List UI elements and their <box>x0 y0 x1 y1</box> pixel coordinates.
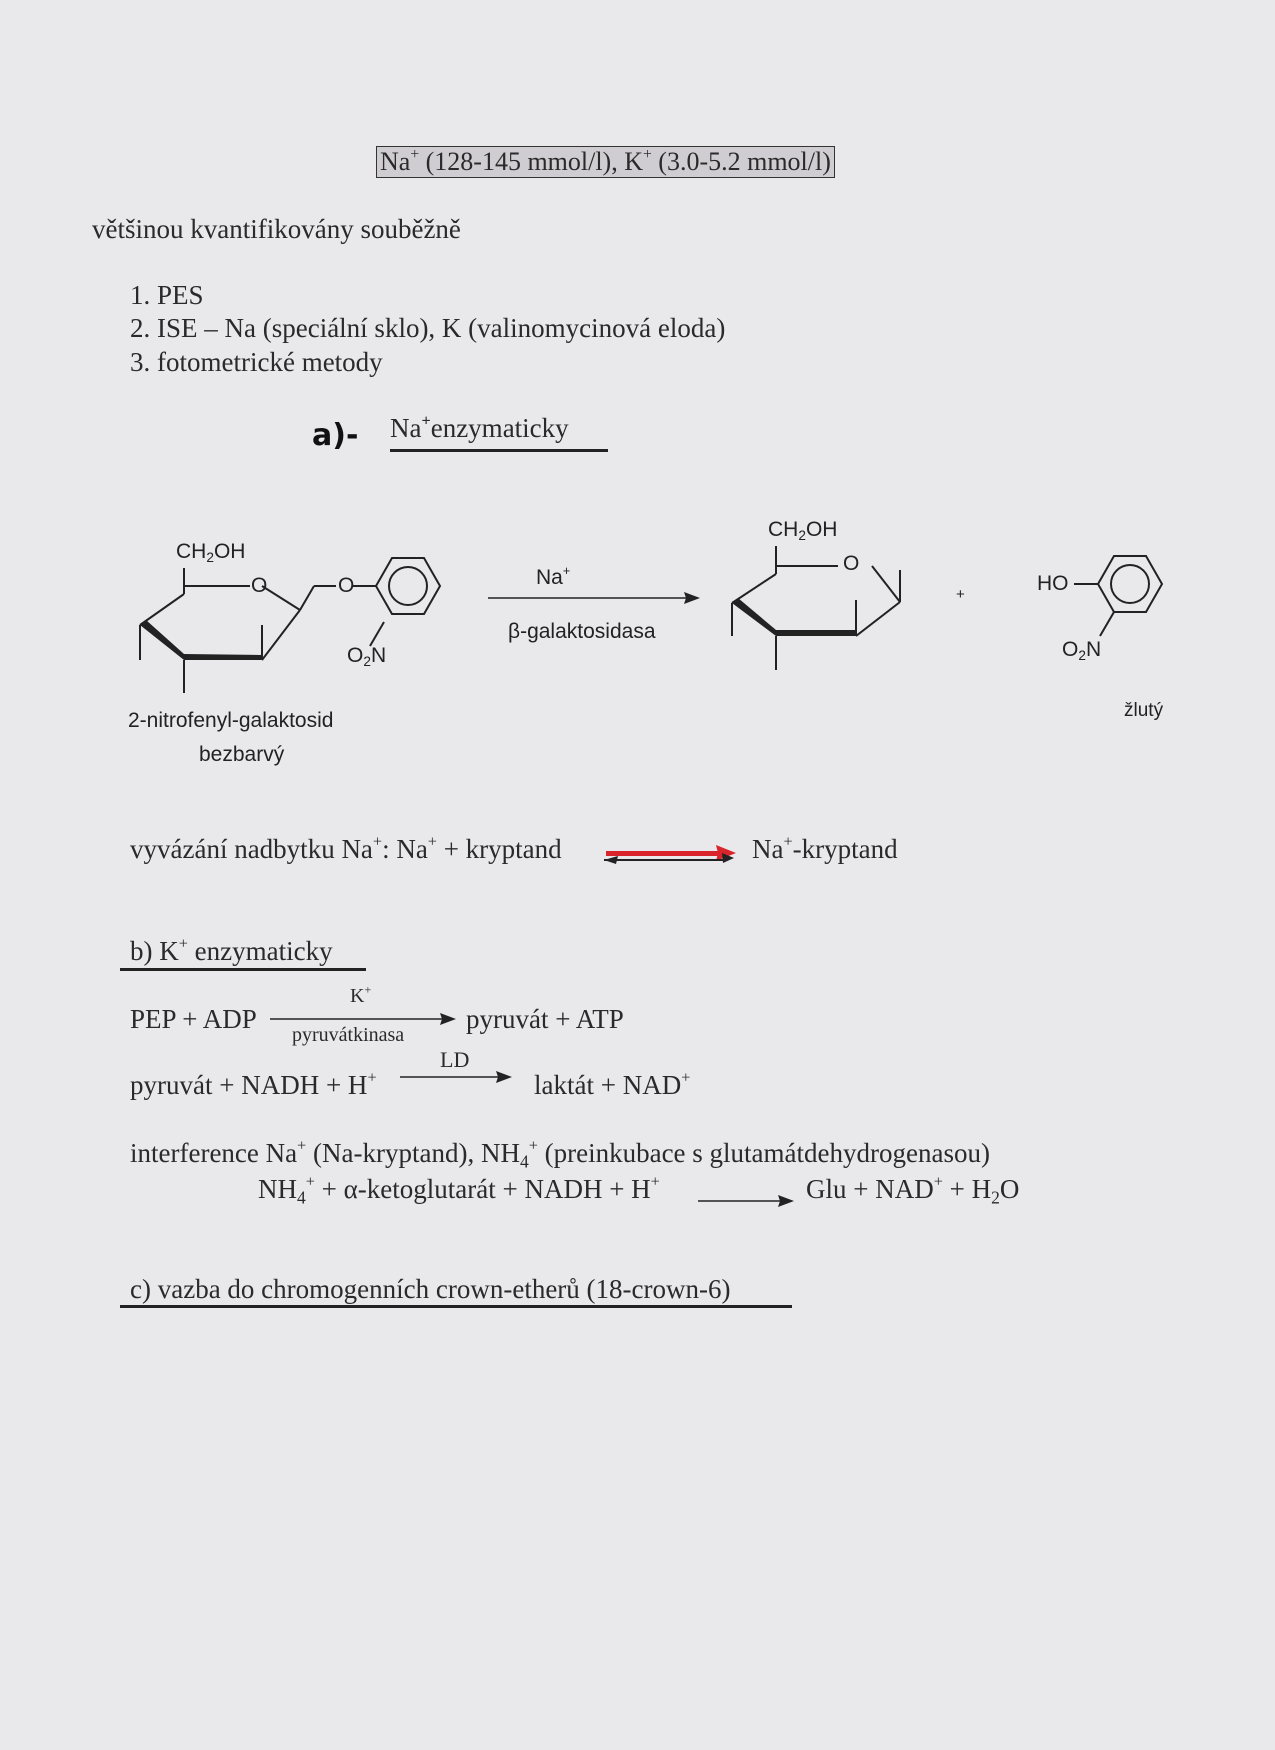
header-k-range: (3.0-5.2 mmol/l) <box>651 147 831 176</box>
product-ch2oh-main: CH <box>768 518 799 541</box>
eq2-left-main: pyruvát + NADH + H <box>130 1070 368 1100</box>
eq1-under: pyruvátkinasa <box>292 1024 405 1046</box>
section-b-rest: enzymaticky <box>187 936 333 966</box>
substrate-ch2oh-end: OH <box>213 540 246 563</box>
header-k-sup: + <box>643 146 652 164</box>
eq1-left: PEP + ADP <box>130 1004 257 1034</box>
nitro-main: O <box>347 644 364 667</box>
eq2-right-main: laktát + NAD <box>534 1070 682 1100</box>
method-item-2: 2. ISE – Na (speciální sklo), K (valinomycinová eloda) <box>130 313 726 343</box>
catalyst-sup: + <box>562 564 571 579</box>
section-c-title: c) vazba do chromogenních crown-etherů (18-crown-6) <box>130 1274 731 1304</box>
product-ch2oh-end: OH <box>805 518 838 541</box>
section-b-sup: + <box>178 934 188 953</box>
binding-product-main: Na <box>752 834 784 864</box>
eq3-e: O <box>999 1174 1020 1204</box>
interference-b-sub: 4 <box>519 1151 529 1172</box>
phenol-nitro-end: N <box>1085 638 1102 661</box>
eq2-right-sup: + <box>681 1068 691 1087</box>
eq2-left-sup: + <box>367 1068 377 1087</box>
intro-text: většinou kvantifikovány souběžně <box>92 214 461 244</box>
eq2-over: LD <box>440 1047 470 1072</box>
nitro-end: N <box>370 644 387 667</box>
binding-product-rest: -kryptand <box>792 834 898 864</box>
phenol-nitro-sub: 2 <box>1078 648 1086 664</box>
substrate-name: 2-nitrofenyl-galaktosid <box>128 709 334 732</box>
section-a-rest: enzymaticky <box>430 413 569 443</box>
interference-b: (Na-kryptand), NH <box>306 1138 520 1168</box>
section-b-prefix: b) K <box>130 936 179 966</box>
eq3-a-sup: + <box>305 1172 315 1191</box>
binding-middle: : Na <box>382 834 428 864</box>
eq3-b: + α-ketoglutarát + NADH + H <box>314 1174 651 1204</box>
section-a-sup: + <box>421 411 431 430</box>
eq3-a: NH <box>258 1174 297 1204</box>
interference-b-sup: + <box>528 1136 538 1155</box>
binding-rest: + kryptand <box>436 834 562 864</box>
binding-prefix-sup: + <box>372 832 383 851</box>
method-item-1: 1. PES <box>130 280 204 310</box>
linker-oxygen: O <box>338 574 355 597</box>
phenol-nitro-main: O <box>1062 638 1079 661</box>
eq3-d: + H <box>942 1174 992 1204</box>
eq3-c-sup: + <box>933 1172 943 1191</box>
eq1-over-main: K <box>350 985 365 1007</box>
binding-product-sup: + <box>783 832 793 851</box>
binding-prefix: vyvázání nadbytku Na <box>130 834 373 864</box>
substrate-color: bezbarvý <box>199 743 285 766</box>
product-ch2oh-sub: 2 <box>798 528 806 544</box>
eq3-right <box>806 1172 1020 1208</box>
substrate-ring-oxygen: O <box>251 574 268 597</box>
interference-a: interference Na <box>130 1138 298 1168</box>
plus-sign: + <box>956 586 965 603</box>
header-na-range: (128-145 mmol/l), K <box>419 147 643 176</box>
handwritten-marker-a: a)- <box>312 418 359 453</box>
phenol-ho: HO <box>1037 572 1069 595</box>
eq1-over-sup: + <box>364 982 372 997</box>
eq1-right: pyruvát + ATP <box>466 1004 624 1034</box>
eq3-b-sup: + <box>650 1172 660 1191</box>
substrate-ch2oh-sub: 2 <box>206 550 214 566</box>
method-item-3: 3. fotometrické metody <box>130 347 383 377</box>
substrate-ch2oh-main: CH <box>176 540 207 563</box>
header-na: Na <box>380 147 411 176</box>
header-na-sup: + <box>410 146 420 164</box>
section-c-underline <box>120 1305 792 1308</box>
eq3-c: Glu + NAD <box>806 1174 934 1204</box>
product-ring-oxygen: O <box>843 552 860 575</box>
interference-a-sup: + <box>297 1136 307 1155</box>
enzyme-label: β-galaktosidasa <box>508 620 656 643</box>
eq3-a-sub: 4 <box>297 1187 306 1208</box>
binding-middle-sup: + <box>427 832 437 851</box>
eq3-d-sub: 2 <box>991 1187 1000 1208</box>
section-a-na: Na <box>390 413 422 443</box>
catalyst-main: Na <box>536 566 563 589</box>
product-color: žlutý <box>1124 700 1164 721</box>
interference-c: (preinkubace s glutamátdehydrogenasou) <box>537 1138 990 1168</box>
nitro-sub: 2 <box>363 654 371 670</box>
